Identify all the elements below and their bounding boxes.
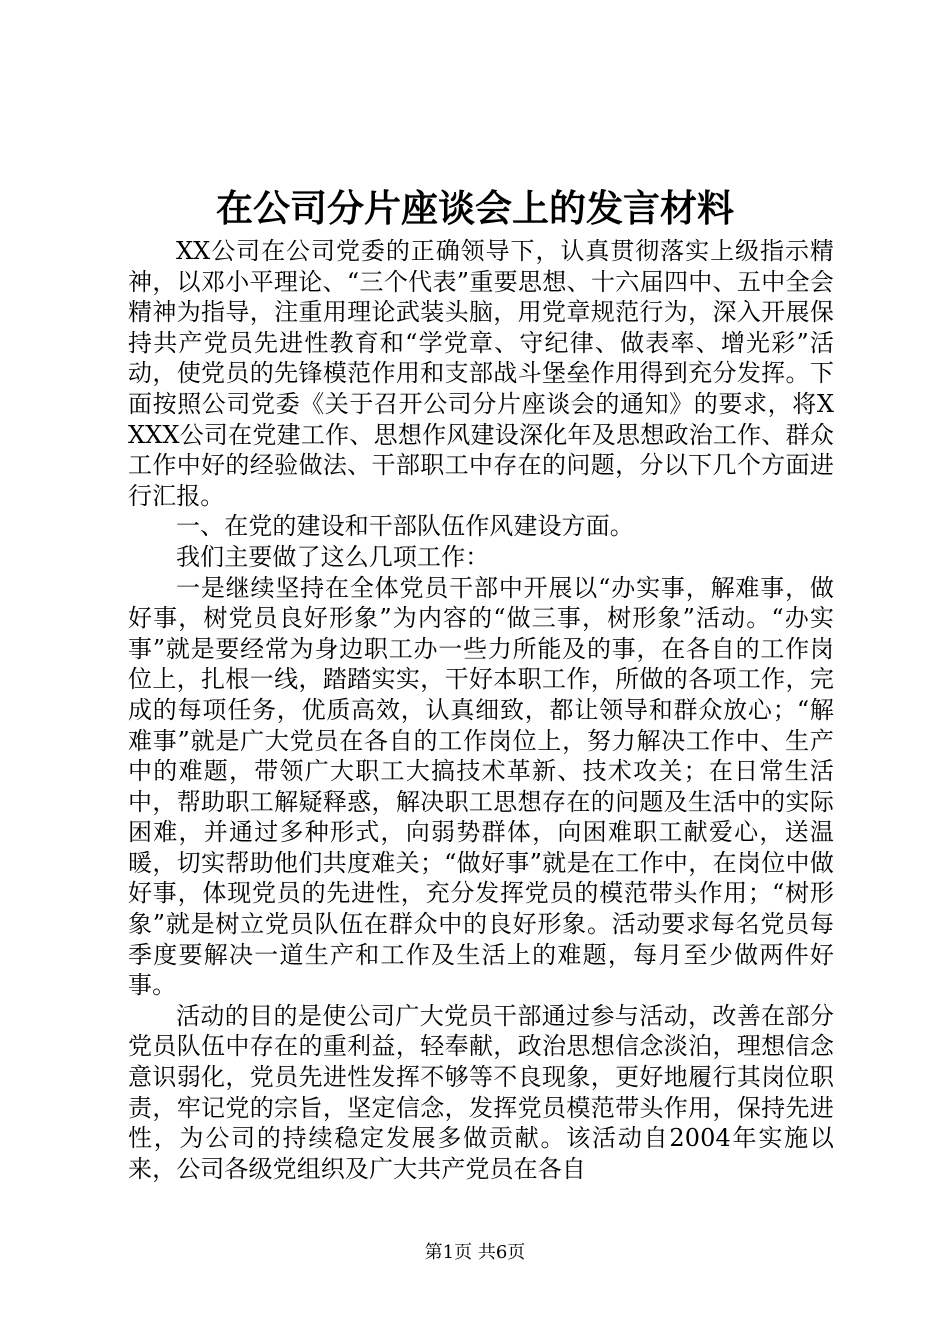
document-body [128,236,834,1184]
paragraph-work-lead: 我们主要做了这么几项工作： [176,542,490,571]
document-title: 在公司分片座谈会上的发言材料 [216,186,734,230]
paragraph-intro: XX公司在公司党委的正确领导下，认真贯彻落实上级指示精神，以邓小平理论、“三个代表”重要思想、十六届四中、五中全会精神为指导，注重用理论武装头脑，用党章规范行为，深入开展保持共产党员先进性教育和“学党章、守纪律、做表率、增光彩”活动，使党员的先锋模范作用和支部战斗堡垒作用得到充分发挥。下面按照公司党委《关于召开公司分片座谈会的通知》的要求，将XXXX公司在党建工作、思想作风建设深化年及思想政治工作、群众工作中好的经验做法、干部职工中存在的问题，分以下几个方面进行汇报。 [128,237,834,510]
page-number-footer: 第1页 共6页 [424,1242,526,1263]
paragraph-activity: 一是继续坚持在全体党员干部中开展以“办实事，解难事，做好事，树党员良好形象”为内容的“做三事，树形象”活动。“办实事”就是要经常为身边职工办一些力所能及的事，在各自的工作岗位上，扎根一线，踏踏实实，干好本职工作，所做的各项工作，完成的每项任务，优质高效，认真细致，都让领导和群众放心；“解难事”就是广大党员在各自的工作岗位上，努力解决工作中、生产中的难题，带领广大职工大搞技术革新、技术攻关；在日常生活中，帮助职工解疑释惑，解决职工思想存在的问题及生活中的实际困难，并通过多种形式，向弱势群体，向困难职工献爱心，送温暖，切实帮助他们共度难关；“做好事”就是在工作中，在岗位中做好事，体现党员的先进性，充分发挥党员的模范带头作用；“树形象”就是树立党员队伍在群众中的良好形象。活动要求每名党员每季度要解决一道生产和工作及生活上的难题，每月至少做两件好事。 [128,573,834,1000]
paragraph-section-heading: 一、在党的建设和干部队伍作风建设方面。 [176,512,634,541]
paragraph-purpose: 活动的目的是使公司广大党员干部通过参与活动，改善在部分党员队伍中存在的重利益，轻奉献，政治思想信念淡泊，理想信念意识弱化，党员先进性发挥不够等不良现象，更好地履行其岗位职责，牢记党的宗旨，坚定信念，发挥党员模范带头作用，保持先进性，为公司的持续稳定发展多做贡献。该活动自2004年实施以来，公司各级党组织及广大共产党员在各自 [128,1001,834,1183]
